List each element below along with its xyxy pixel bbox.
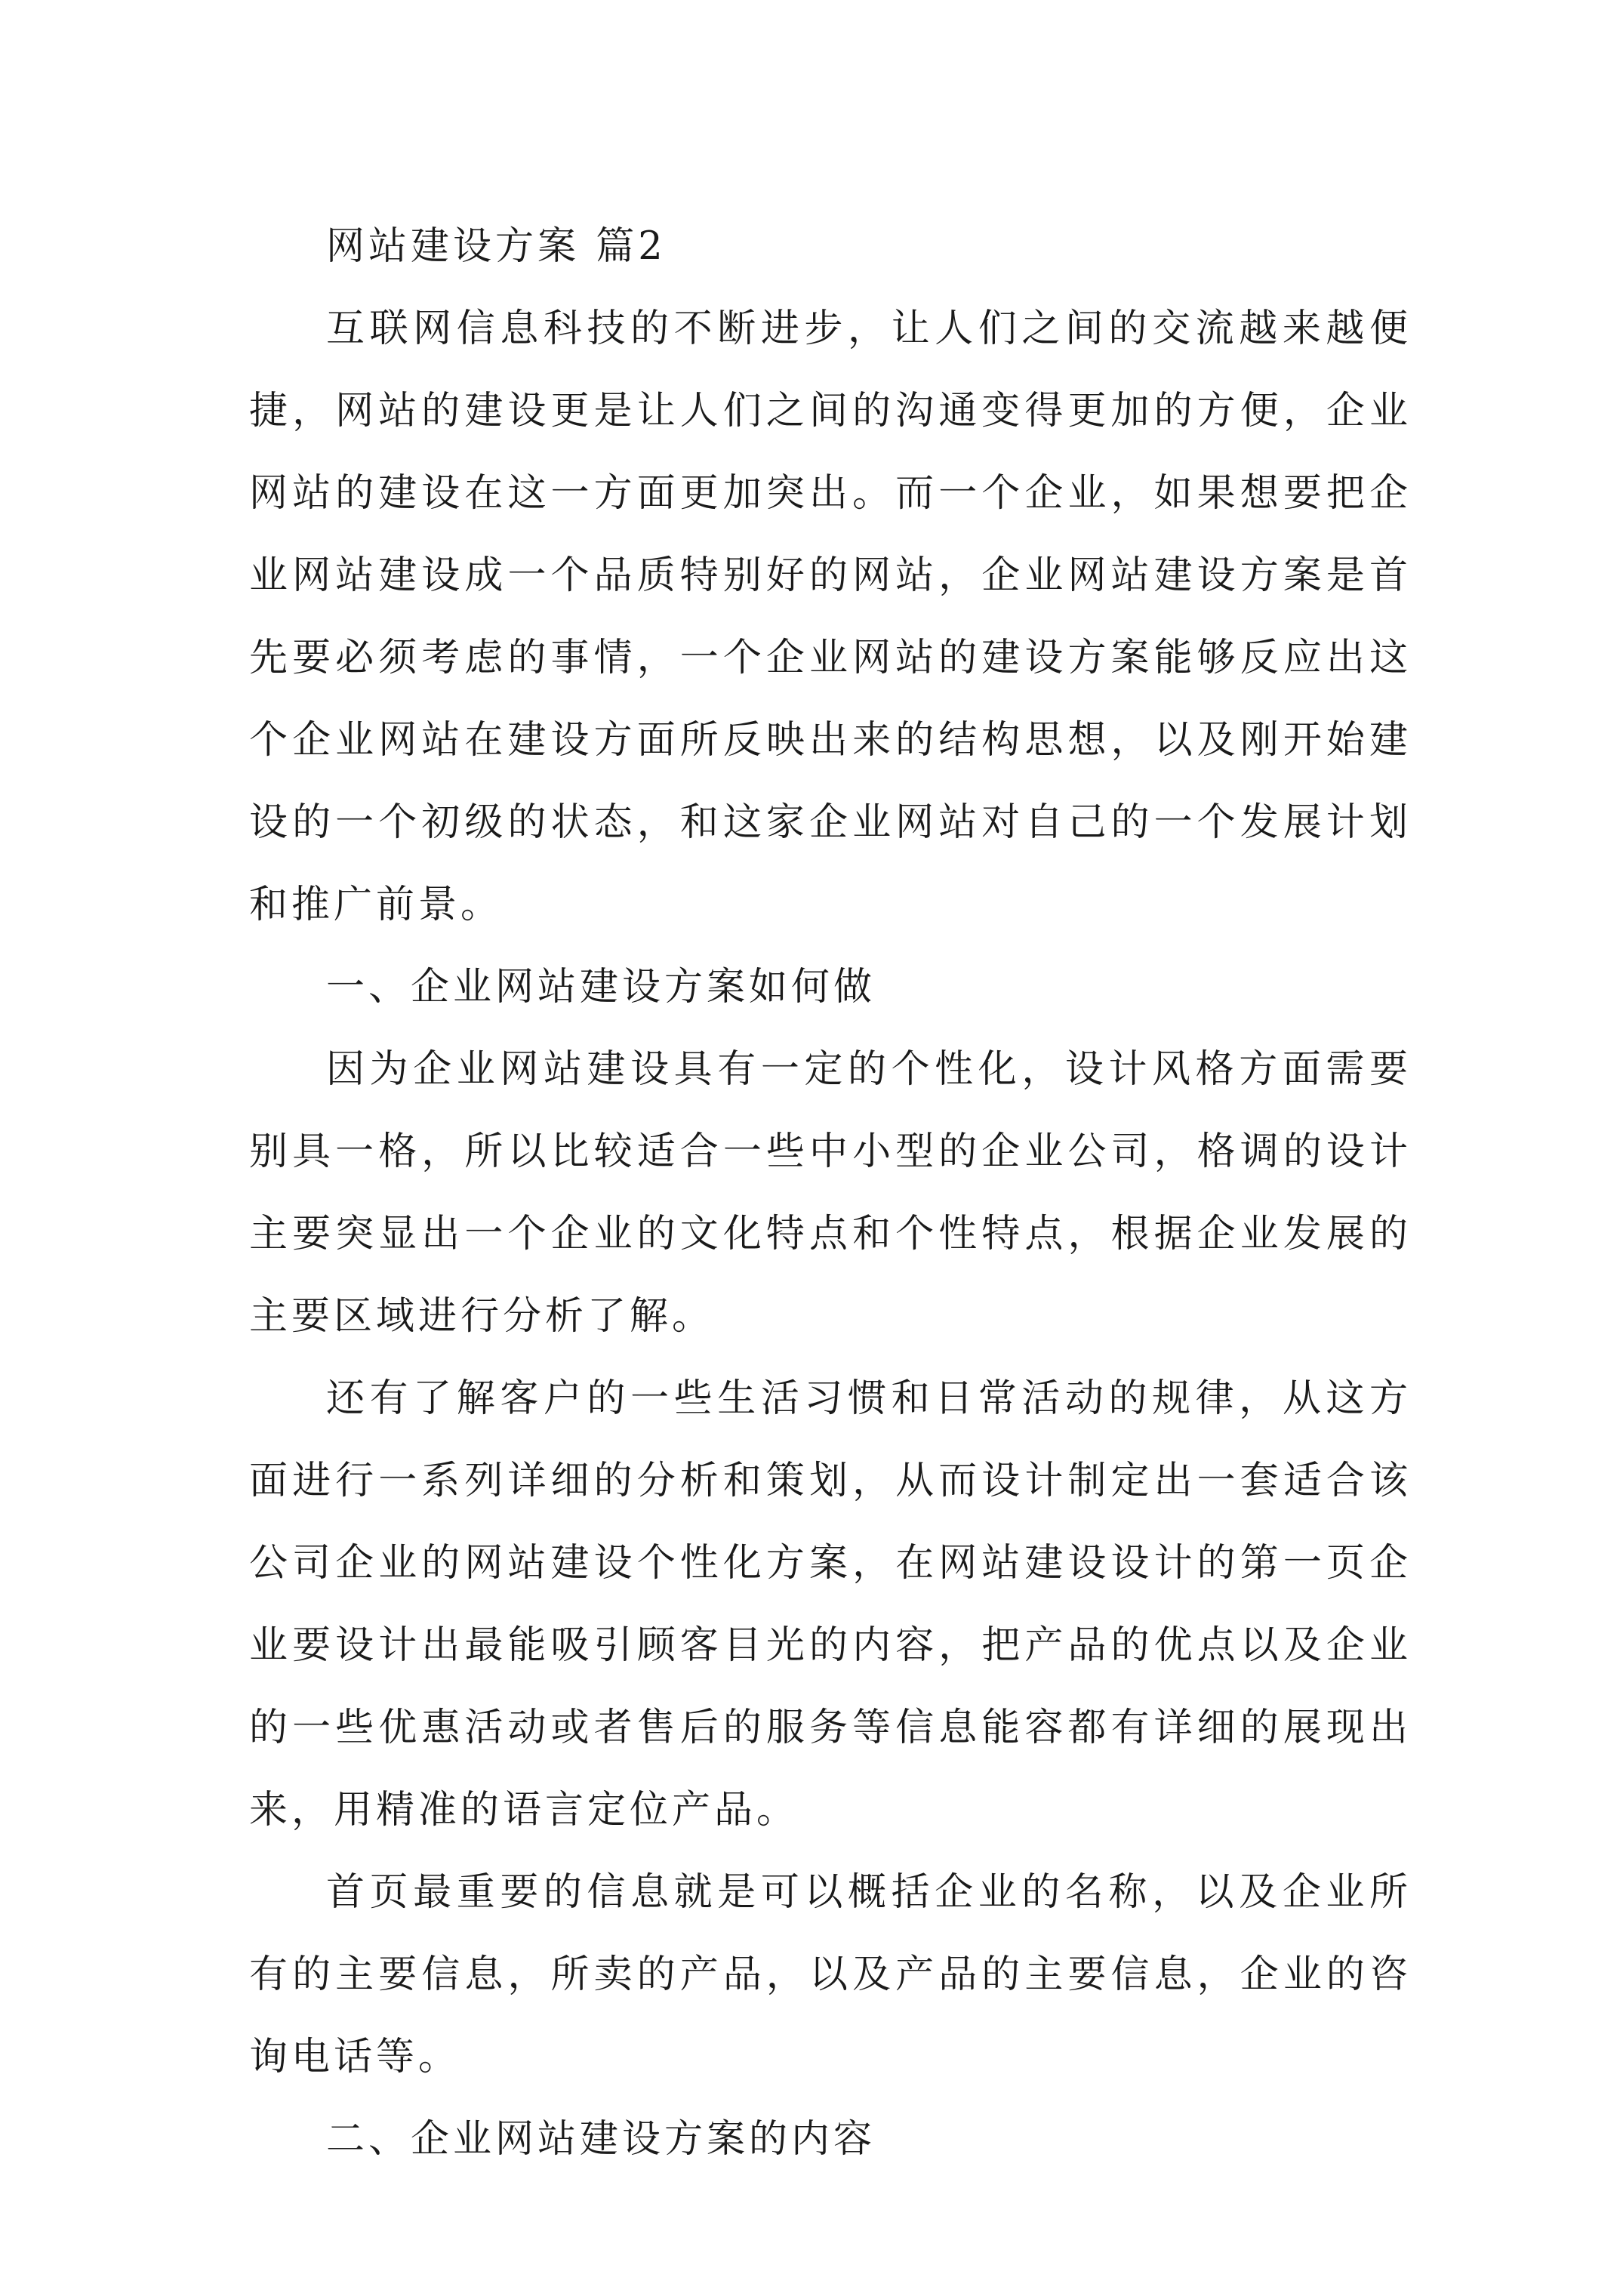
paragraph-homepage-info: 首页最重要的信息就是可以概括企业的名称，以及企业所有的主要信息，所卖的产品，以及产品的主要信息，企业的咨询电话等。: [249, 1870, 1412, 2079]
paragraph-personalization: 因为企业网站建设具有一定的个性化，设计风格方面需要别具一格，所以比较适合一些中小型的企业公司，格调的设计主要突显出一个企业的文化特点和个性特点，根据企业发展的主要区域进行分析了解。: [249, 1047, 1412, 1339]
paragraph-customer-habits: 还有了解客户的一些生活习惯和日常活动的规律，从这方面进行一系列详细的分析和策划，从而设计制定出一套适合该公司企业的网站建设个性化方案，在网站建设设计的第一页企业要设计出最能吸引顾客目光的内容，把产品的优点以及企业的一些优惠活动或者售后的服务等信息能容都有详细的展现出来，用精准的语言定位产品。: [249, 1376, 1412, 1832]
section-heading-1: 一、企业网站建设方案如何做: [326, 965, 876, 1009]
paragraph-intro: 互联网信息科技的不断进步，让人们之间的交流越来越便捷，网站的建设更是让人们之间的沟通变得更加的方便，企业网站的建设在这一方面更加突出。而一个企业，如果想要把企业网站建设成一个品质特别好的网站，企业网站建设方案是首先要必须考虑的事情，一个企业网站的建设方案能够反应出这个企业网站在建设方面所反映出来的结构思想，以及刚开始建设的一个初级的状态，和这家企业网站对自己的一个发展计划和推广前景。: [249, 307, 1412, 927]
section-heading-2: 二、企业网站建设方案的内容: [326, 2117, 876, 2162]
document-body: [249, 205, 1412, 2180]
document-title: 网站建设方案 篇2: [326, 224, 667, 269]
